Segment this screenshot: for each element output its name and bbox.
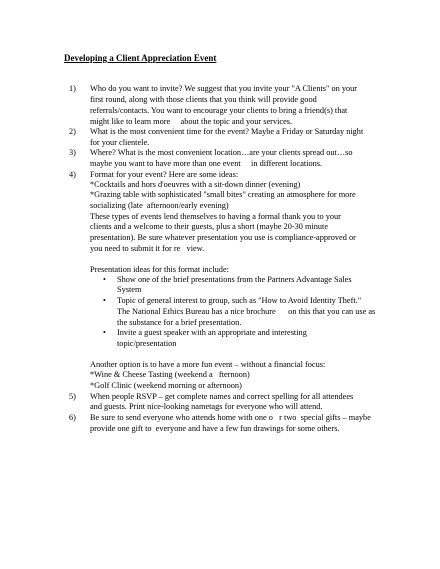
item-3-line-2: maybe you want to have more than one event in different locations. [90,159,323,168]
fun-event-golf: *Golf Clinic (weekend morning or afternoon) [90,381,242,390]
item-number-6: 6) [69,413,76,422]
item-1-line-1: Who do you want to invite? We suggest that you invite your "A Clients" on your [90,84,358,93]
item-6-line-2: provide one gift to everyone and have a few fun drawings for some others. [90,424,340,433]
document-title: Developing a Client Appreciation Event [64,53,217,63]
bullet-3-line-2: topic/presentation [117,339,177,348]
bullet-2-line-2: The National Ethics Bureau has a nice brochure on this that you can use as [117,307,376,316]
item-4-line-7: presentation). Be sure whatever presentation you use is compliance-approved or [90,233,356,242]
bullet-2-line-3: the substance for a brief presentation. [117,318,242,327]
item-4-line-6: clients and a welcome to their guests, plus a short (maybe 20-30 minute [90,222,329,231]
item-number-2: 2) [69,127,76,136]
item-2-line-2: for your clientele. [90,138,150,147]
bullet-icon: • [103,296,106,305]
item-4-line-8: you need to submit it for re view. [90,244,205,253]
item-1-line-4: might like to learn more about the topic and your services. [90,117,293,126]
item-4-line-5: These types of events lend themselves to having a formal thank you to your [90,212,341,221]
item-5-line-1: When people RSVP – get complete names and correct spelling for all attendees [90,392,354,401]
item-5-line-2: and guests. Print nice-looking nametags for everyone who will attend. [90,402,323,411]
presentation-ideas-intro: Presentation ideas for this format include: [90,265,229,274]
bullet-icon: • [103,275,106,284]
fun-event-wine: *Wine & Cheese Tasting (weekend a fternoon) [90,370,250,379]
item-1-line-3: referrals/contacts. You want to encourage your clients to bring a friend(s) that [90,106,348,115]
bullet-icon: • [103,328,106,337]
item-4-line-2: *Cocktails and hors d'oeuvres with a sit-down dinner (evening) [90,180,301,189]
item-4-line-4: socializing (late afternoon/early evening) [90,201,229,210]
item-number-4: 4) [69,170,76,179]
bullet-3-line-1: Invite a guest speaker with an appropriate and interesting [117,328,307,337]
bullet-1-line-2: System [117,285,142,294]
item-2-line-1: What is the most convenient time for the event? Maybe a Friday or Saturday night [90,127,364,136]
item-3-line-1: Where? What is the most convenient location…are your clients spread out…so [90,148,353,157]
fun-event-intro: Another option is to have a more fun event – without a financial focus: [90,360,326,369]
item-1-line-2: first round, along with those clients that you think will provide good [90,95,317,104]
item-number-1: 1) [69,84,76,93]
item-4-line-3: *Grazing table with sophisticated "small bites" creating an atmosphere for more [90,190,356,199]
item-4-line-1: Format for your event? Here are some ideas: [90,170,239,179]
bullet-1-line-1: Show one of the brief presentations from the Partners Advantage Sales [117,275,352,284]
item-number-3: 3) [69,148,76,157]
item-number-5: 5) [69,392,76,401]
bullet-2-line-1: Topic of general interest to group, such as "How to Avoid Identity Theft." [117,296,362,305]
item-6-line-1: Be sure to send everyone who attends home with one o r two special gifts – maybe [90,413,371,422]
